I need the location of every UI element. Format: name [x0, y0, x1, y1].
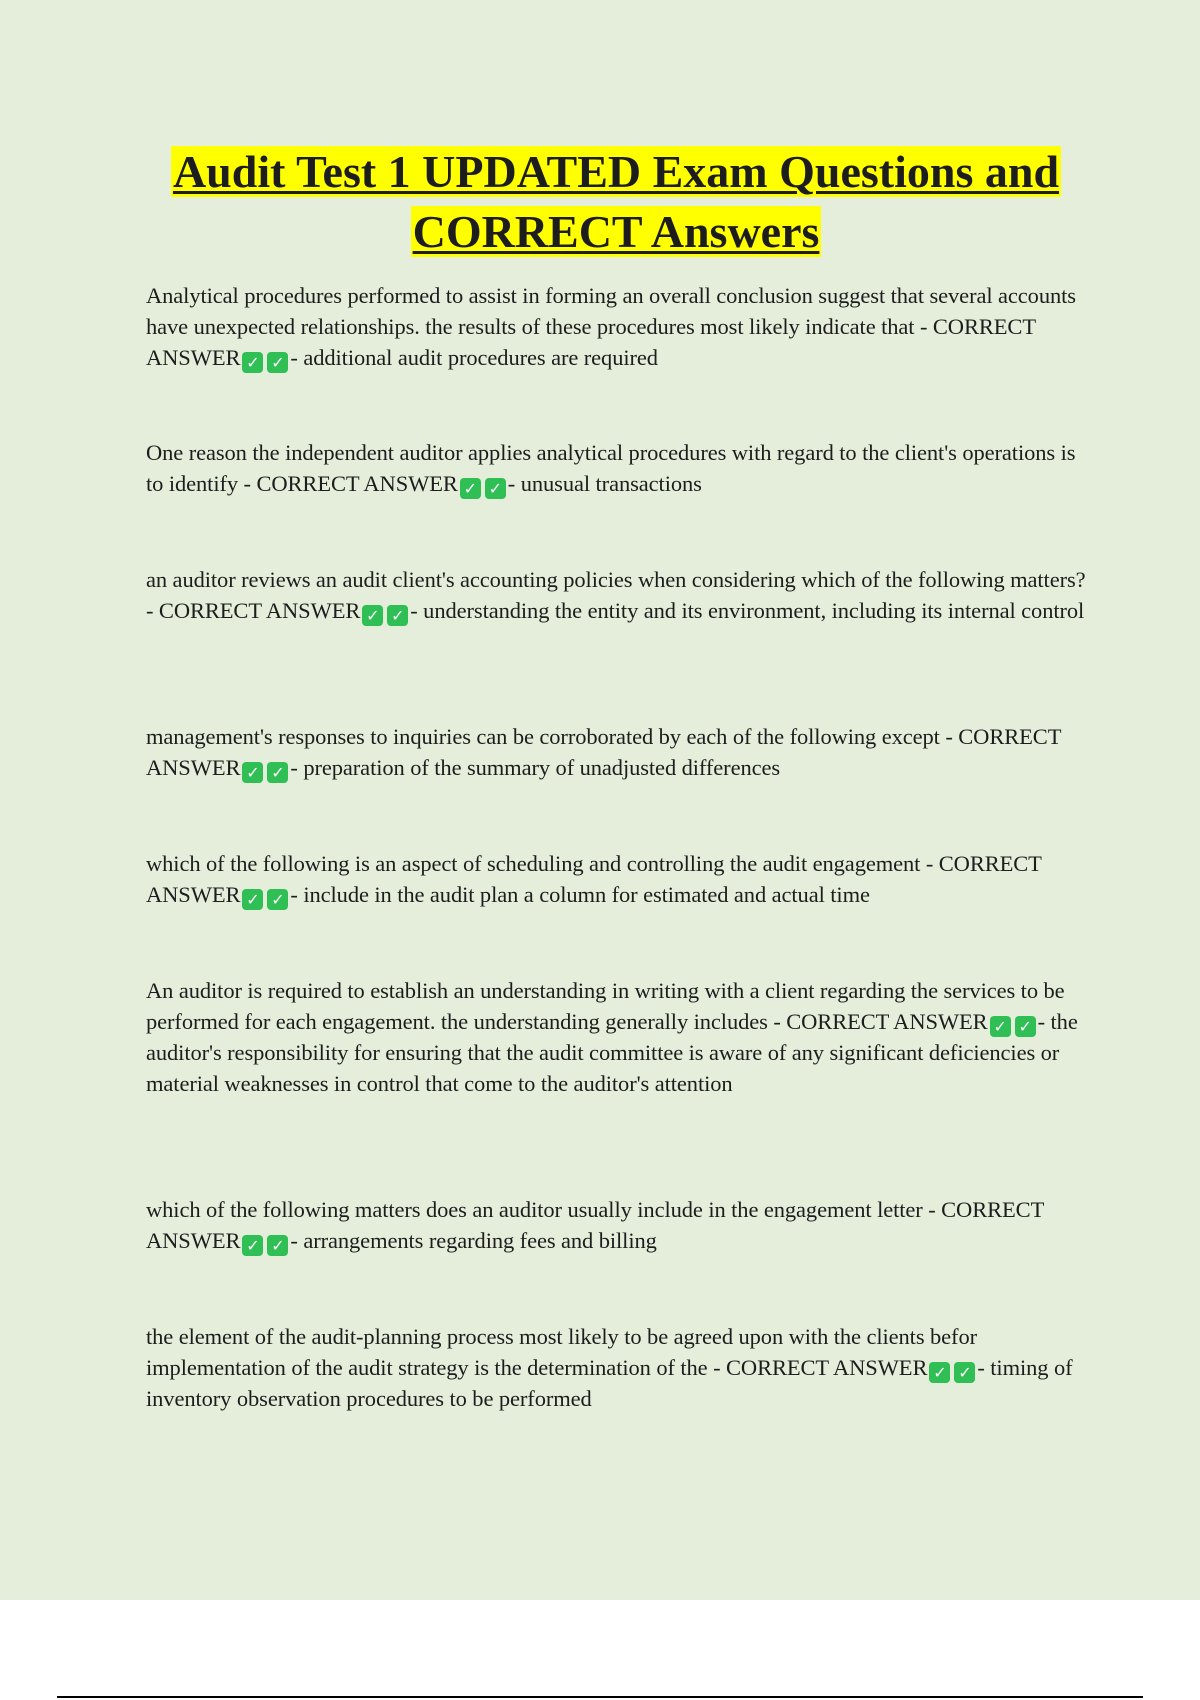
- document-title: [146, 142, 1086, 262]
- check-icon: ✓: [267, 889, 288, 910]
- check-icon: ✓: [267, 352, 288, 373]
- check-icon: ✓: [242, 352, 263, 373]
- document-title-line-2: CORRECT Answers: [412, 206, 820, 257]
- answer-text: - include in the audit plan a column for estimated and actual time: [290, 882, 870, 907]
- question-text: the element of the audit-planning process most likely to be agreed upon with the clients befor implementation of the audit strategy is the determination of the - CORRECT ANSWER: [146, 1324, 977, 1380]
- check-icon: ✓: [485, 478, 506, 499]
- question-text: Analytical procedures performed to assist in forming an overall conclusion suggest that several accounts have unexpected relationships. the results of these procedures most likely indicate that - CORRECT ANSWER: [146, 283, 1076, 370]
- check-icon: ✓: [929, 1362, 950, 1383]
- check-icon: ✓: [1015, 1016, 1036, 1037]
- answer-text: - the auditor's responsibility for ensuring that the audit committee is aware of any significant deficiencies or material weaknesses in control that come to the auditor's attention: [146, 1009, 1078, 1096]
- check-icon: ✓: [990, 1016, 1011, 1037]
- answer-text: - timing of inventory observation procedures to be performed: [146, 1355, 1073, 1411]
- check-icon: ✓: [242, 1235, 263, 1256]
- qa-item: [146, 848, 1091, 910]
- check-icon: ✓: [267, 762, 288, 783]
- qa-item: [146, 437, 1091, 499]
- qa-item: [146, 1321, 1091, 1414]
- question-text: management's responses to inquiries can be corroborated by each of the following except - CORRECT ANSWER: [146, 724, 1061, 780]
- answer-text: - arrangements regarding fees and billing: [290, 1228, 657, 1253]
- check-icon: ✓: [267, 1235, 288, 1256]
- document-title-line-1: Audit Test 1 UPDATED Exam Questions and: [172, 146, 1060, 197]
- answer-text: - understanding the entity and its environment, including its internal control: [410, 598, 1085, 623]
- bottom-divider: [57, 1696, 1143, 1698]
- qa-item: [146, 280, 1091, 373]
- check-icon: ✓: [954, 1362, 975, 1383]
- answer-text: - unusual transactions: [507, 471, 702, 496]
- qa-item: [146, 564, 1091, 626]
- answer-text: - preparation of the summary of unadjusted differences: [290, 755, 781, 780]
- check-icon: ✓: [362, 605, 383, 626]
- question-text: which of the following matters does an auditor usually include in the engagement letter - CORRECT ANSWER: [146, 1197, 1044, 1253]
- check-icon: ✓: [387, 605, 408, 626]
- question-text: An auditor is required to establish an understanding in writing with a client regarding the services to be performed for each engagement. the understanding generally includes - CORRECT ANSWER: [146, 978, 1065, 1034]
- check-icon: ✓: [242, 889, 263, 910]
- qa-item: [146, 721, 1091, 783]
- question-text: an auditor reviews an audit client's accounting policies when considering which of the following matters? - CORRECT ANSWER: [146, 567, 1086, 623]
- check-icon: ✓: [242, 762, 263, 783]
- qa-item: [146, 975, 1091, 1099]
- check-icon: ✓: [460, 478, 481, 499]
- question-text: which of the following is an aspect of scheduling and controlling the audit engagement - CORRECT ANSWER: [146, 851, 1042, 907]
- question-text: One reason the independent auditor applies analytical procedures with regard to the client's operations is to identify - CORRECT ANSWER: [146, 440, 1076, 496]
- answer-text: - additional audit procedures are required: [290, 345, 658, 370]
- qa-item: [146, 1194, 1091, 1256]
